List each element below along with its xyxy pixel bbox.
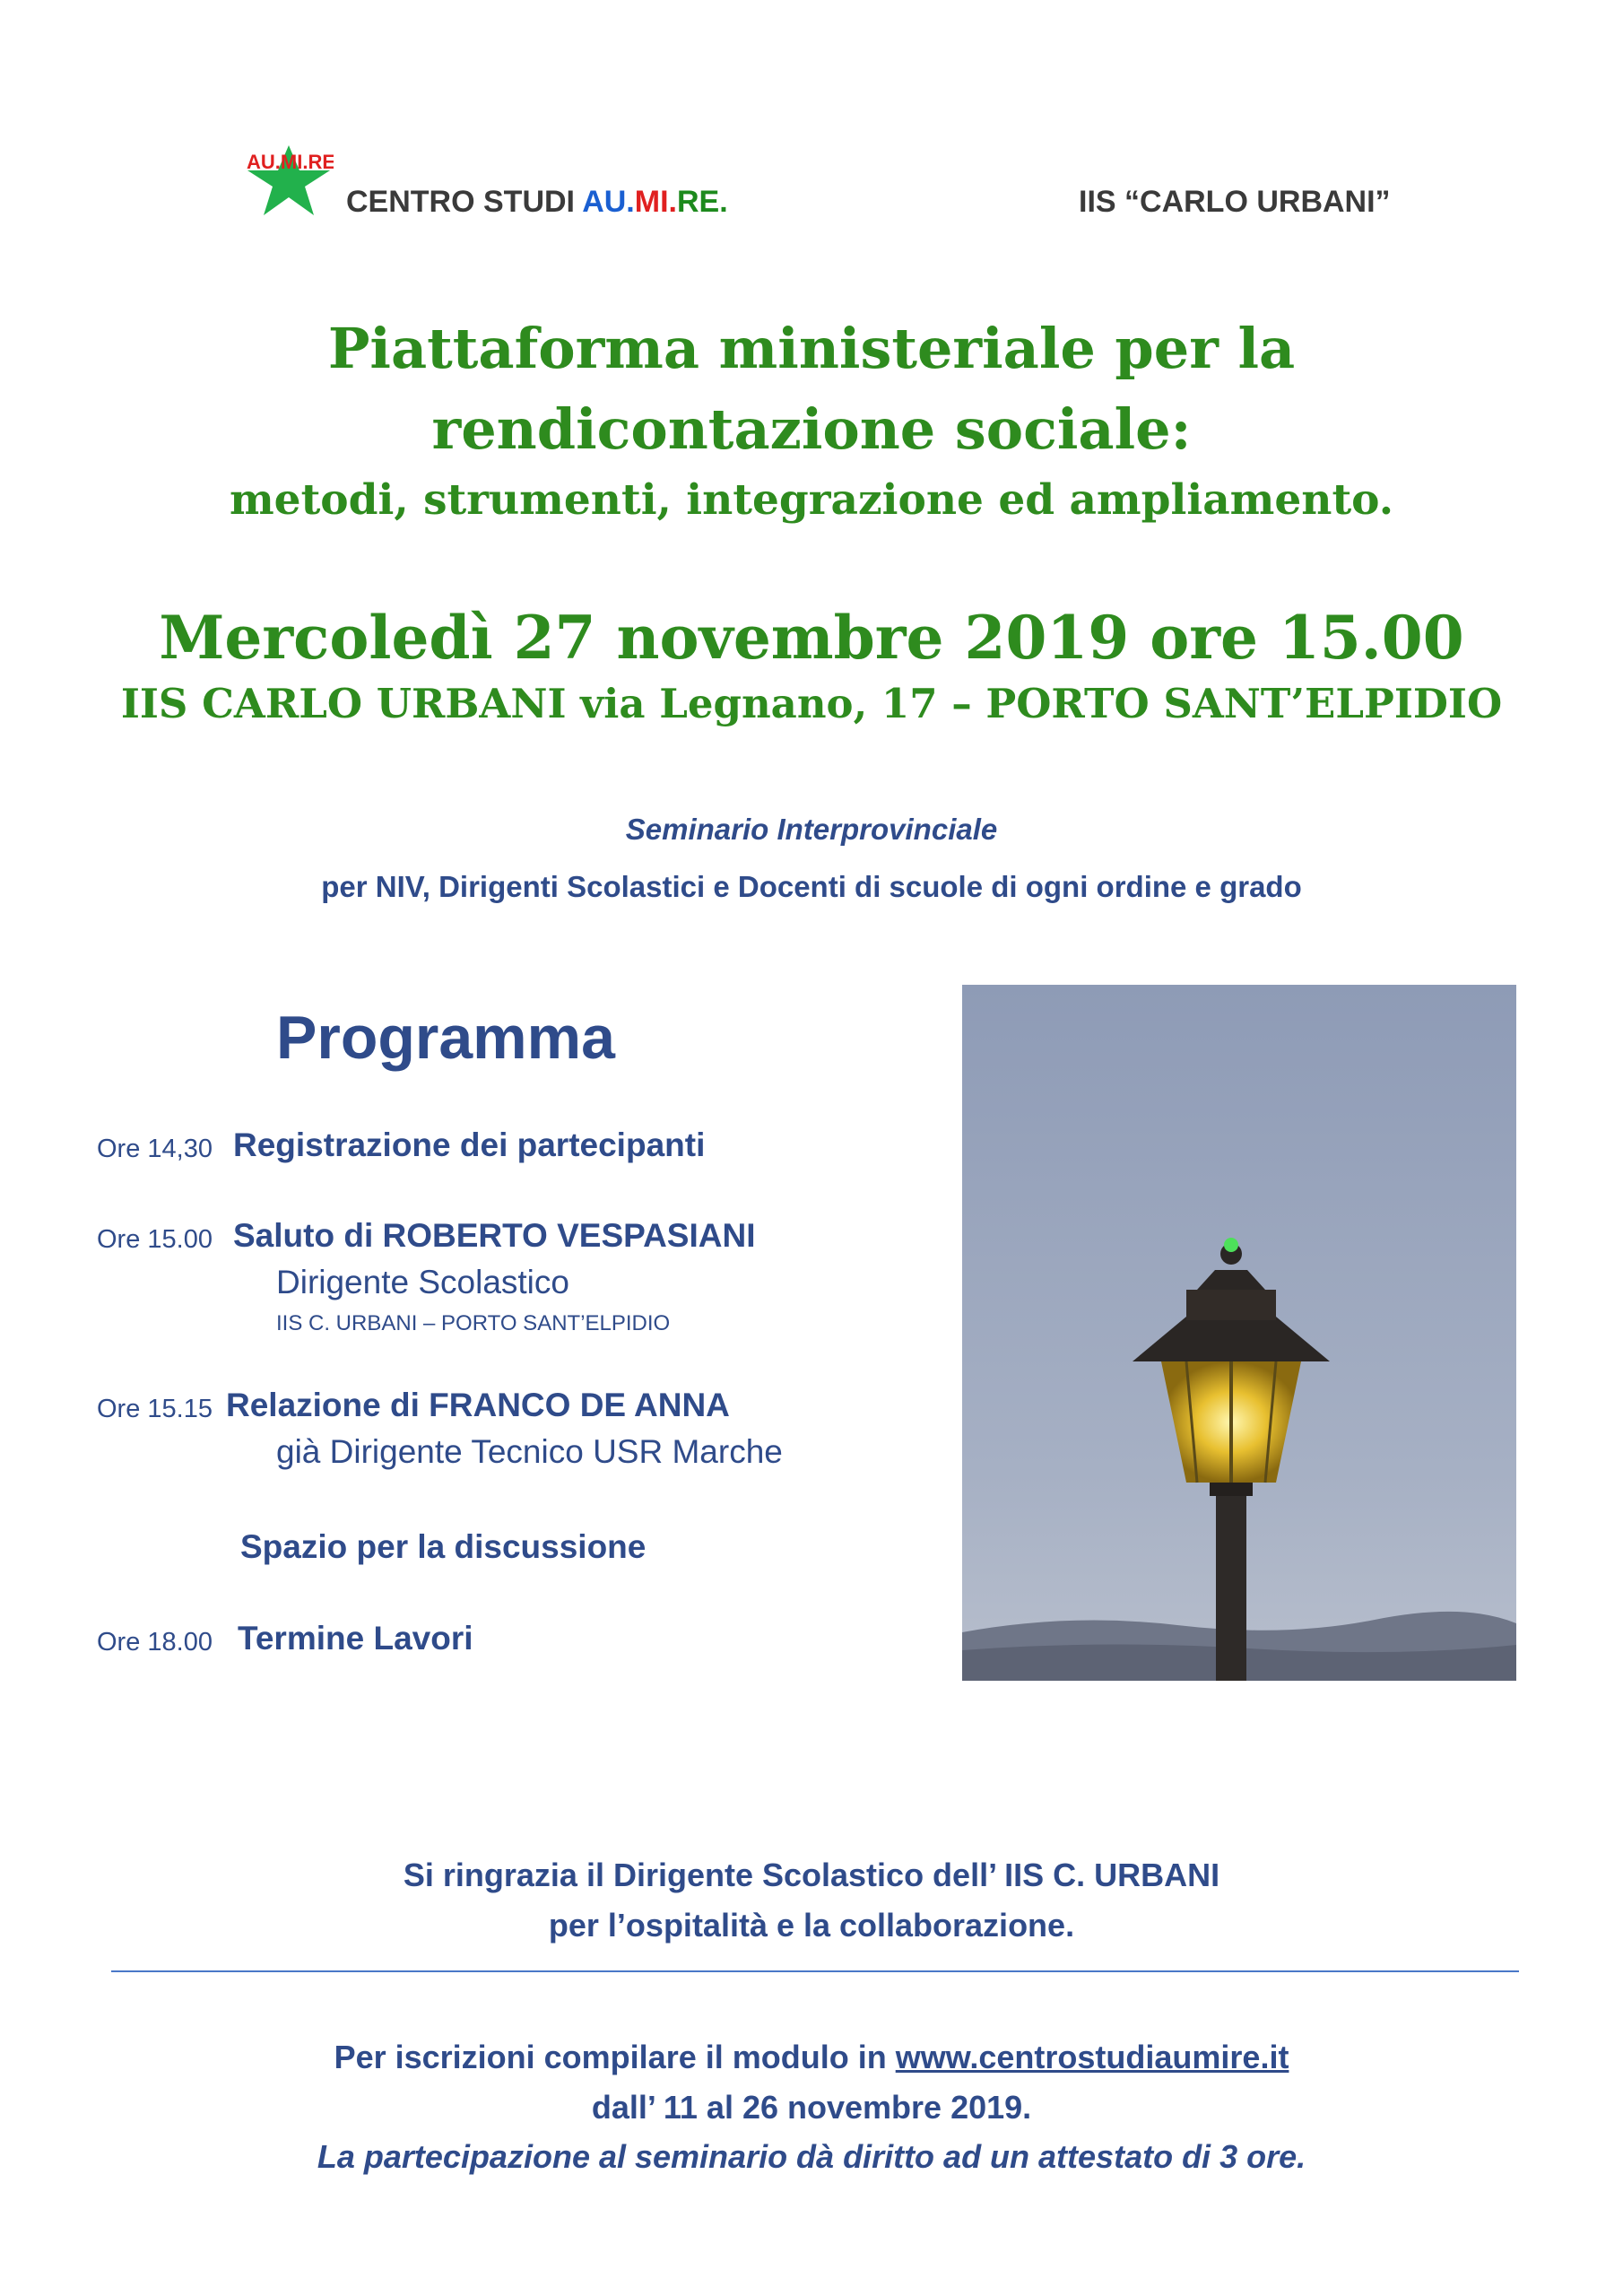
programma-title: Programma <box>276 1004 615 1072</box>
iscrizioni-prefix: Per iscrizioni compilare il modulo in <box>334 2039 896 2075</box>
header-left-dot2: . <box>668 185 677 219</box>
program-time: Ore 15.15 <box>97 1395 213 1423</box>
thanks-line-1: Si ringrazia il Dirigente Scolastico dell’ IIS C. URBANI <box>403 1857 1220 1893</box>
aumire-logo <box>244 144 334 217</box>
title-subtitle: metodi, strumenti, integrazione ed ampliamento. <box>229 475 1394 525</box>
logo-lettering: AU.MI.RE. <box>247 151 334 173</box>
title-line-1: Piattaforma ministeriale per la <box>327 316 1296 381</box>
program-item: Spazio per la discussione <box>240 1528 647 1565</box>
header-left-au: AU <box>582 185 627 219</box>
program-time: Ore 14,30 <box>97 1135 213 1163</box>
program-item: Termine Lavori <box>238 1620 473 1657</box>
website-link[interactable]: www.centrostudiaumire.it <box>895 2039 1289 2075</box>
program-role: già Dirigente Tecnico USR Marche <box>276 1433 783 1470</box>
title-line-2: rendicontazione sociale: <box>431 396 1192 462</box>
program-time: Ore 18.00 <box>97 1628 213 1657</box>
header-right-title: IIS “CARLO URBANI” <box>1079 185 1391 219</box>
attestato-note: La partecipazione al seminario dà diritto ad un attestato di 3 ore. <box>317 2138 1306 2175</box>
seminar-audience: per NIV, Dirigenti Scolastici e Docenti di scuole di ogni ordine e grado <box>321 870 1302 903</box>
program-time: Ore 15.00 <box>97 1225 213 1254</box>
thanks-line-2: per l’ospitalità e la collaborazione. <box>548 1907 1075 1944</box>
header-left-prefix: CENTRO STUDI <box>346 185 583 219</box>
event-location: IIS CARLO URBANI via Legnano, 17 – PORTO SANT’ELPIDIO <box>120 680 1503 727</box>
program-item: Saluto di ROBERTO VESPASIANI <box>233 1217 756 1254</box>
divider <box>111 1970 1519 1972</box>
program-org: IIS C. URBANI – PORTO SANT’ELPIDIO <box>276 1311 671 1335</box>
event-date: Mercoledì 27 novembre 2019 ore 15.00 <box>159 603 1464 673</box>
header-left-mi: MI <box>634 185 669 219</box>
street-lamp-photo <box>962 985 1516 1681</box>
header-left-re: RE. <box>676 185 728 219</box>
seminar-type: Seminario Interprovinciale <box>625 813 998 846</box>
header-left-title <box>346 185 728 220</box>
program-role: Dirigente Scolastico <box>276 1264 569 1300</box>
program-item: Relazione di FRANCO DE ANNA <box>226 1387 730 1423</box>
header-left-dot1: . <box>626 185 635 219</box>
iscrizioni-line <box>0 2039 1623 2076</box>
program-item: Registrazione dei partecipanti <box>233 1126 706 1163</box>
iscrizioni-dates: dall’ 11 al 26 novembre 2019. <box>591 2089 1032 2126</box>
